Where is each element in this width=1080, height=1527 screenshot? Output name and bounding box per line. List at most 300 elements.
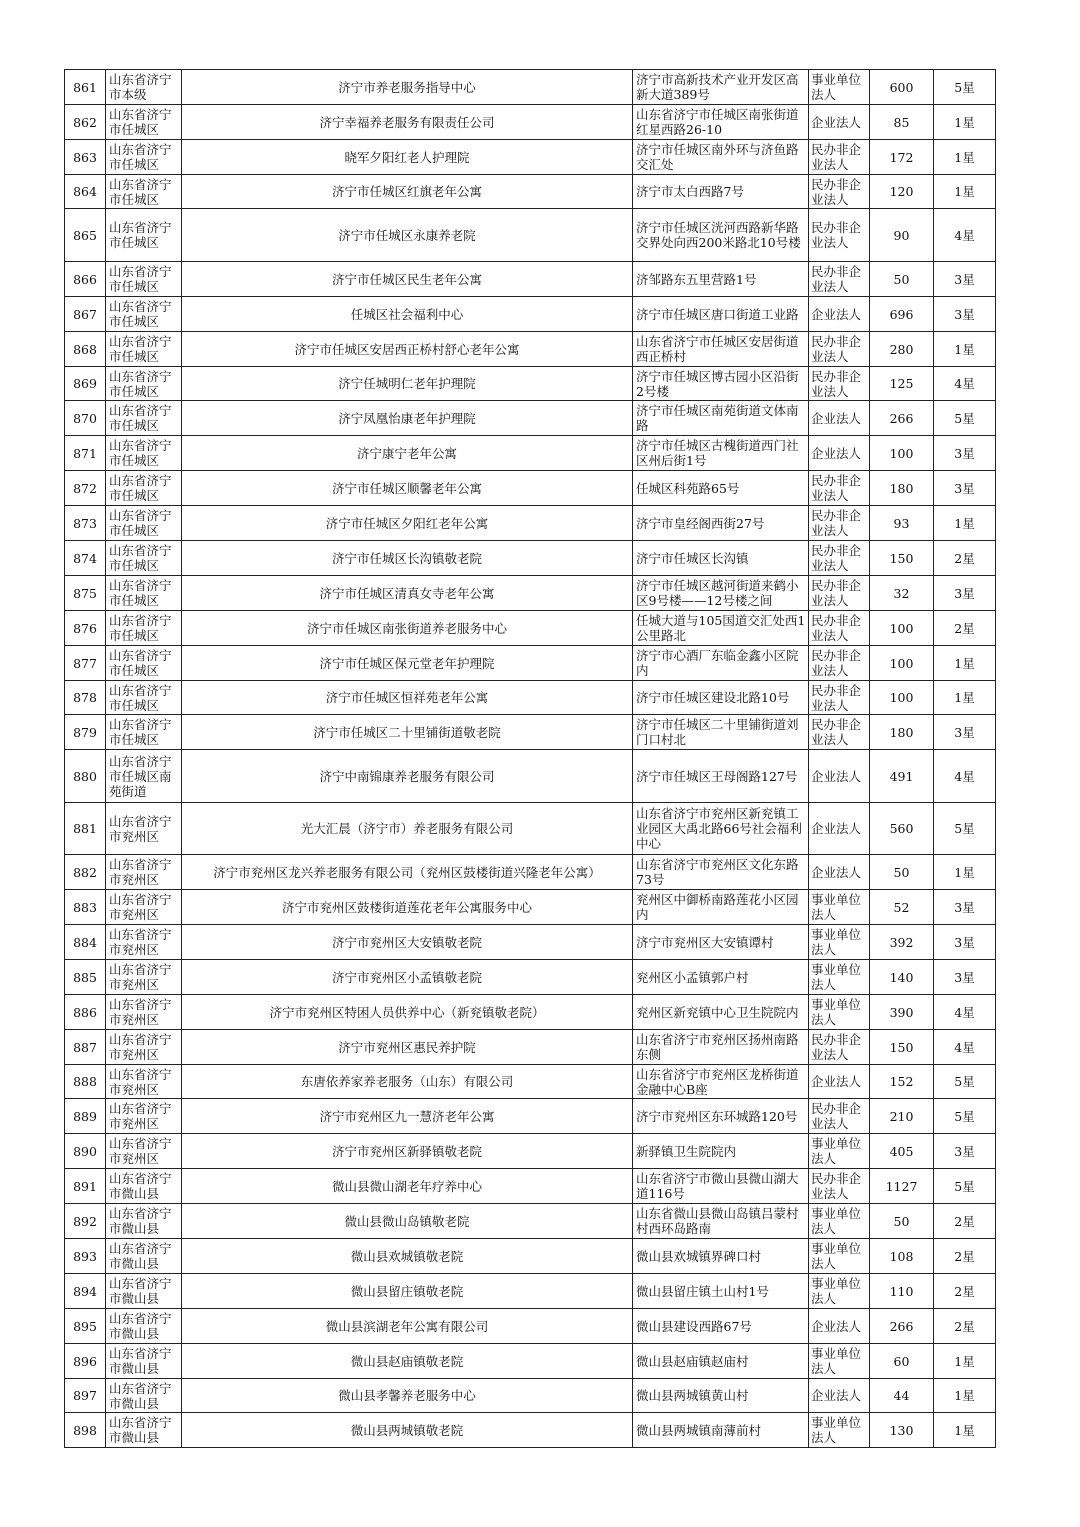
table-row	[65, 1239, 996, 1274]
table-row	[65, 1344, 996, 1379]
institution-name-cell: 东唐依养家养老服务（山东）有限公司	[182, 1065, 633, 1099]
institution-name-cell: 济宁市兖州区龙兴养老服务有限公司（兖州区鼓楼街道兴隆老年公寓）	[182, 855, 633, 890]
bed-count-cell: 93	[870, 506, 934, 541]
bed-count-cell: 140	[870, 960, 934, 995]
bed-count-cell: 120	[870, 175, 934, 209]
address-cell: 济宁市任城区南苑街道文体南路	[633, 401, 809, 436]
bed-count-cell: 172	[870, 140, 934, 175]
bed-count-cell: 50	[870, 262, 934, 297]
row-number: 879	[65, 715, 106, 750]
region-cell: 山东省济宁市任城区	[106, 681, 182, 715]
table-row	[65, 506, 996, 541]
row-number: 876	[65, 611, 106, 646]
region-cell: 山东省济宁市微山县	[106, 1169, 182, 1204]
region-cell: 山东省济宁市任城区	[106, 576, 182, 611]
address-cell: 微山县赵庙镇赵庙村	[633, 1344, 809, 1379]
row-number: 890	[65, 1134, 106, 1169]
region-cell: 山东省济宁市任城区	[106, 297, 182, 332]
region-cell: 山东省济宁市微山县	[106, 1344, 182, 1379]
institution-name-cell: 微山县孝馨养老服务中心	[182, 1379, 633, 1413]
star-rating-cell: 2星	[934, 541, 996, 576]
bed-count-cell: 100	[870, 681, 934, 715]
bed-count-cell: 266	[870, 401, 934, 436]
star-rating-cell: 5星	[934, 70, 996, 105]
legal-type-cell: 民办非企业法人	[809, 576, 870, 611]
table-row	[65, 715, 996, 750]
region-cell: 山东省济宁市任城区	[106, 175, 182, 209]
table-row	[65, 262, 996, 297]
address-cell: 任城区科苑路65号	[633, 471, 809, 506]
table-body	[65, 70, 996, 1448]
row-number: 888	[65, 1065, 106, 1099]
institution-name-cell: 济宁任城明仁老年护理院	[182, 367, 633, 401]
region-cell: 山东省济宁市兖州区	[106, 960, 182, 995]
address-cell: 济宁市太白西路7号	[633, 175, 809, 209]
star-rating-cell: 4星	[934, 209, 996, 262]
address-cell: 山东省微山县微山岛镇吕蒙村村西环岛路南	[633, 1204, 809, 1239]
legal-type-cell: 民办非企业法人	[809, 681, 870, 715]
institution-name-cell: 济宁市兖州区九一慧济老年公寓	[182, 1099, 633, 1134]
address-cell: 济宁市任城区洸河西路新华路交界处向西200米路北10号楼	[633, 209, 809, 262]
star-rating-cell: 1星	[934, 332, 996, 367]
region-cell: 山东省济宁市兖州区	[106, 1030, 182, 1065]
row-number: 892	[65, 1204, 106, 1239]
star-rating-cell: 3星	[934, 1134, 996, 1169]
legal-type-cell: 企业法人	[809, 750, 870, 803]
star-rating-cell: 1星	[934, 1344, 996, 1379]
address-cell: 济宁市皇经阁西街27号	[633, 506, 809, 541]
legal-type-cell: 民办非企业法人	[809, 140, 870, 175]
institution-table	[64, 69, 996, 1448]
star-rating-cell: 2星	[934, 1309, 996, 1344]
row-number: 889	[65, 1099, 106, 1134]
table-row	[65, 541, 996, 576]
legal-type-cell: 民办非企业法人	[809, 715, 870, 750]
region-cell: 山东省济宁市本级	[106, 70, 182, 105]
bed-count-cell: 90	[870, 209, 934, 262]
row-number: 875	[65, 576, 106, 611]
table-row	[65, 436, 996, 471]
bed-count-cell: 150	[870, 541, 934, 576]
address-cell: 济宁市兖州区大安镇谭村	[633, 925, 809, 960]
table-row	[65, 681, 996, 715]
star-rating-cell: 3星	[934, 262, 996, 297]
region-cell: 山东省济宁市兖州区	[106, 890, 182, 925]
address-cell: 济宁市兖州区东环城路120号	[633, 1099, 809, 1134]
legal-type-cell: 民办非企业法人	[809, 611, 870, 646]
bed-count-cell: 50	[870, 855, 934, 890]
institution-name-cell: 济宁幸福养老服务有限责任公司	[182, 105, 633, 140]
row-number: 881	[65, 803, 106, 855]
table-row	[65, 855, 996, 890]
institution-name-cell: 济宁市兖州区大安镇敬老院	[182, 925, 633, 960]
star-rating-cell: 1星	[934, 681, 996, 715]
address-cell: 兖州区小孟镇郭户村	[633, 960, 809, 995]
region-cell: 山东省济宁市任城区	[106, 715, 182, 750]
region-cell: 山东省济宁市兖州区	[106, 925, 182, 960]
table-row	[65, 611, 996, 646]
institution-name-cell: 济宁市兖州区特困人员供养中心（新兖镇敬老院）	[182, 995, 633, 1030]
region-cell: 山东省济宁市微山县	[106, 1274, 182, 1309]
table-row	[65, 1204, 996, 1239]
legal-type-cell: 企业法人	[809, 1065, 870, 1099]
institution-name-cell: 济宁市任城区永康养老院	[182, 209, 633, 262]
region-cell: 山东省济宁市兖州区	[106, 1099, 182, 1134]
address-cell: 济宁市任城区长沟镇	[633, 541, 809, 576]
row-number: 863	[65, 140, 106, 175]
table-row	[65, 332, 996, 367]
institution-name-cell: 济宁市任城区二十里铺街道敬老院	[182, 715, 633, 750]
star-rating-cell: 3星	[934, 960, 996, 995]
row-number: 869	[65, 367, 106, 401]
address-cell: 微山县留庄镇土山村1号	[633, 1274, 809, 1309]
address-cell: 济宁市任城区唐口街道工业路	[633, 297, 809, 332]
bed-count-cell: 266	[870, 1309, 934, 1344]
bed-count-cell: 85	[870, 105, 934, 140]
region-cell: 山东省济宁市微山县	[106, 1239, 182, 1274]
bed-count-cell: 180	[870, 471, 934, 506]
address-cell: 山东省济宁市兖州区文化东路73号	[633, 855, 809, 890]
address-cell: 微山县欢城镇界碑口村	[633, 1239, 809, 1274]
address-cell: 济邹路东五里营路1号	[633, 262, 809, 297]
region-cell: 山东省济宁市微山县	[106, 1379, 182, 1413]
address-cell: 山东省济宁市任城区南张街道红星西路26-10	[633, 105, 809, 140]
address-cell: 济宁市任城区南外环与济鱼路交汇处	[633, 140, 809, 175]
legal-type-cell: 企业法人	[809, 1309, 870, 1344]
star-rating-cell: 3星	[934, 297, 996, 332]
star-rating-cell: 5星	[934, 401, 996, 436]
address-cell: 兖州区新兖镇中心卫生院院内	[633, 995, 809, 1030]
institution-name-cell: 济宁市兖州区惠民养护院	[182, 1030, 633, 1065]
bed-count-cell: 108	[870, 1239, 934, 1274]
bed-count-cell: 696	[870, 297, 934, 332]
bed-count-cell: 392	[870, 925, 934, 960]
star-rating-cell: 3星	[934, 576, 996, 611]
institution-name-cell: 晓军夕阳红老人护理院	[182, 140, 633, 175]
star-rating-cell: 3星	[934, 471, 996, 506]
legal-type-cell: 民办非企业法人	[809, 506, 870, 541]
table-row	[65, 471, 996, 506]
institution-name-cell: 济宁市任城区顺馨老年公寓	[182, 471, 633, 506]
table-row	[65, 1099, 996, 1134]
institution-name-cell: 济宁中南锦康养老服务有限公司	[182, 750, 633, 803]
row-number: 864	[65, 175, 106, 209]
table-row	[65, 1309, 996, 1344]
table-row	[65, 1413, 996, 1448]
region-cell: 山东省济宁市微山县	[106, 1309, 182, 1344]
star-rating-cell: 4星	[934, 995, 996, 1030]
legal-type-cell: 民办非企业法人	[809, 367, 870, 401]
star-rating-cell: 1星	[934, 855, 996, 890]
star-rating-cell: 1星	[934, 506, 996, 541]
bed-count-cell: 152	[870, 1065, 934, 1099]
row-number: 887	[65, 1030, 106, 1065]
table-row	[65, 209, 996, 262]
institution-table-sheet	[64, 69, 995, 1448]
bed-count-cell: 405	[870, 1134, 934, 1169]
institution-name-cell: 济宁市兖州区小孟镇敬老院	[182, 960, 633, 995]
table-row	[65, 1379, 996, 1413]
institution-name-cell: 微山县留庄镇敬老院	[182, 1274, 633, 1309]
legal-type-cell: 事业单位法人	[809, 1204, 870, 1239]
legal-type-cell: 企业法人	[809, 105, 870, 140]
address-cell: 微山县建设西路67号	[633, 1309, 809, 1344]
region-cell: 山东省济宁市兖州区	[106, 1065, 182, 1099]
bed-count-cell: 50	[870, 1204, 934, 1239]
star-rating-cell: 4星	[934, 750, 996, 803]
address-cell: 任城大道与105国道交汇处西1公里路北	[633, 611, 809, 646]
table-row	[65, 297, 996, 332]
region-cell: 山东省济宁市任城区	[106, 471, 182, 506]
table-row	[65, 70, 996, 105]
institution-name-cell: 光大汇晨（济宁市）养老服务有限公司	[182, 803, 633, 855]
star-rating-cell: 4星	[934, 1030, 996, 1065]
row-number: 893	[65, 1239, 106, 1274]
legal-type-cell: 事业单位法人	[809, 1134, 870, 1169]
address-cell: 济宁市任城区越河街道来鹤小区9号楼——12号楼之间	[633, 576, 809, 611]
bed-count-cell: 210	[870, 1099, 934, 1134]
bed-count-cell: 1127	[870, 1169, 934, 1204]
address-cell: 济宁市任城区建设北路10号	[633, 681, 809, 715]
bed-count-cell: 100	[870, 646, 934, 681]
bed-count-cell: 390	[870, 995, 934, 1030]
table-row	[65, 890, 996, 925]
legal-type-cell: 民办非企业法人	[809, 646, 870, 681]
legal-type-cell: 事业单位法人	[809, 70, 870, 105]
table-row	[65, 105, 996, 140]
row-number: 873	[65, 506, 106, 541]
star-rating-cell: 3星	[934, 715, 996, 750]
star-rating-cell: 1星	[934, 1413, 996, 1448]
address-cell: 微山县两城镇南薄前村	[633, 1413, 809, 1448]
table-row	[65, 960, 996, 995]
row-number: 894	[65, 1274, 106, 1309]
row-number: 891	[65, 1169, 106, 1204]
row-number: 898	[65, 1413, 106, 1448]
legal-type-cell: 民办非企业法人	[809, 1030, 870, 1065]
legal-type-cell: 企业法人	[809, 855, 870, 890]
row-number: 884	[65, 925, 106, 960]
bed-count-cell: 130	[870, 1413, 934, 1448]
row-number: 870	[65, 401, 106, 436]
star-rating-cell: 1星	[934, 175, 996, 209]
star-rating-cell: 2星	[934, 1274, 996, 1309]
institution-name-cell: 济宁市任城区保元堂老年护理院	[182, 646, 633, 681]
institution-name-cell: 微山县两城镇敬老院	[182, 1413, 633, 1448]
table-row	[65, 803, 996, 855]
bed-count-cell: 110	[870, 1274, 934, 1309]
address-cell: 济宁市任城区王母阁路127号	[633, 750, 809, 803]
bed-count-cell: 280	[870, 332, 934, 367]
legal-type-cell: 事业单位法人	[809, 1239, 870, 1274]
institution-name-cell: 济宁市兖州区新驿镇敬老院	[182, 1134, 633, 1169]
institution-name-cell: 微山县欢城镇敬老院	[182, 1239, 633, 1274]
bed-count-cell: 100	[870, 436, 934, 471]
institution-name-cell: 任城区社会福利中心	[182, 297, 633, 332]
row-number: 883	[65, 890, 106, 925]
star-rating-cell: 5星	[934, 1065, 996, 1099]
address-cell: 山东省济宁市任城区安居街道西正桥村	[633, 332, 809, 367]
star-rating-cell: 2星	[934, 1204, 996, 1239]
legal-type-cell: 事业单位法人	[809, 960, 870, 995]
legal-type-cell: 企业法人	[809, 803, 870, 855]
address-cell: 山东省济宁市兖州区扬州南路东侧	[633, 1030, 809, 1065]
row-number: 874	[65, 541, 106, 576]
legal-type-cell: 企业法人	[809, 1379, 870, 1413]
region-cell: 山东省济宁市微山县	[106, 1204, 182, 1239]
legal-type-cell: 民办非企业法人	[809, 471, 870, 506]
address-cell: 山东省济宁市兖州区新兖镇工业园区大禹北路66号社会福利中心	[633, 803, 809, 855]
table-row	[65, 1134, 996, 1169]
table-row	[65, 1065, 996, 1099]
institution-name-cell: 济宁凤凰怡康老年护理院	[182, 401, 633, 436]
star-rating-cell: 2星	[934, 1239, 996, 1274]
star-rating-cell: 1星	[934, 1379, 996, 1413]
address-cell: 济宁市任城区博古园小区沿街2号楼	[633, 367, 809, 401]
legal-type-cell: 民办非企业法人	[809, 541, 870, 576]
table-row	[65, 750, 996, 803]
institution-name-cell: 济宁市任城区南张街道养老服务中心	[182, 611, 633, 646]
region-cell: 山东省济宁市任城区	[106, 332, 182, 367]
table-row	[65, 576, 996, 611]
region-cell: 山东省济宁市任城区	[106, 140, 182, 175]
region-cell: 山东省济宁市任城区	[106, 611, 182, 646]
region-cell: 山东省济宁市任城区	[106, 506, 182, 541]
address-cell: 济宁市高新技术产业开发区高新大道389号	[633, 70, 809, 105]
region-cell: 山东省济宁市任城区	[106, 262, 182, 297]
row-number: 867	[65, 297, 106, 332]
table-row	[65, 1030, 996, 1065]
star-rating-cell: 3星	[934, 890, 996, 925]
bed-count-cell: 600	[870, 70, 934, 105]
row-number: 878	[65, 681, 106, 715]
row-number: 880	[65, 750, 106, 803]
region-cell: 山东省济宁市微山县	[106, 1413, 182, 1448]
legal-type-cell: 民办非企业法人	[809, 332, 870, 367]
legal-type-cell: 企业法人	[809, 401, 870, 436]
institution-name-cell: 济宁康宁老年公寓	[182, 436, 633, 471]
row-number: 865	[65, 209, 106, 262]
star-rating-cell: 3星	[934, 436, 996, 471]
bed-count-cell: 60	[870, 1344, 934, 1379]
star-rating-cell: 5星	[934, 803, 996, 855]
institution-name-cell: 济宁市任城区长沟镇敬老院	[182, 541, 633, 576]
legal-type-cell: 事业单位法人	[809, 995, 870, 1030]
institution-name-cell: 微山县赵庙镇敬老院	[182, 1344, 633, 1379]
legal-type-cell: 事业单位法人	[809, 1344, 870, 1379]
star-rating-cell: 2星	[934, 611, 996, 646]
address-cell: 新驿镇卫生院院内	[633, 1134, 809, 1169]
institution-name-cell: 济宁市任城区清真女寺老年公寓	[182, 576, 633, 611]
region-cell: 山东省济宁市任城区	[106, 646, 182, 681]
row-number: 882	[65, 855, 106, 890]
row-number: 877	[65, 646, 106, 681]
region-cell: 山东省济宁市任城区	[106, 105, 182, 140]
institution-name-cell: 济宁市任城区夕阳红老年公寓	[182, 506, 633, 541]
address-cell: 山东省济宁市微山县微山湖大道116号	[633, 1169, 809, 1204]
address-cell: 微山县两城镇黄山村	[633, 1379, 809, 1413]
institution-name-cell: 微山县滨湖老年公寓有限公司	[182, 1309, 633, 1344]
table-row	[65, 646, 996, 681]
legal-type-cell: 民办非企业法人	[809, 1169, 870, 1204]
legal-type-cell: 事业单位法人	[809, 890, 870, 925]
legal-type-cell: 事业单位法人	[809, 1274, 870, 1309]
bed-count-cell: 32	[870, 576, 934, 611]
region-cell: 山东省济宁市任城区	[106, 436, 182, 471]
legal-type-cell: 民办非企业法人	[809, 262, 870, 297]
row-number: 871	[65, 436, 106, 471]
institution-name-cell: 济宁市兖州区鼓楼街道莲花老年公寓服务中心	[182, 890, 633, 925]
legal-type-cell: 企业法人	[809, 436, 870, 471]
legal-type-cell: 事业单位法人	[809, 925, 870, 960]
region-cell: 山东省济宁市兖州区	[106, 995, 182, 1030]
row-number: 866	[65, 262, 106, 297]
region-cell: 山东省济宁市任城区	[106, 541, 182, 576]
table-row	[65, 140, 996, 175]
bed-count-cell: 560	[870, 803, 934, 855]
row-number: 895	[65, 1309, 106, 1344]
star-rating-cell: 1星	[934, 646, 996, 681]
region-cell: 山东省济宁市任城区	[106, 209, 182, 262]
row-number: 897	[65, 1379, 106, 1413]
bed-count-cell: 52	[870, 890, 934, 925]
institution-name-cell: 微山县微山岛镇敬老院	[182, 1204, 633, 1239]
legal-type-cell: 民办非企业法人	[809, 175, 870, 209]
star-rating-cell: 3星	[934, 925, 996, 960]
legal-type-cell: 民办非企业法人	[809, 1099, 870, 1134]
region-cell: 山东省济宁市任城区	[106, 367, 182, 401]
table-row	[65, 925, 996, 960]
row-number: 872	[65, 471, 106, 506]
star-rating-cell: 1星	[934, 105, 996, 140]
institution-name-cell: 济宁市任城区安居西正桥村舒心老年公寓	[182, 332, 633, 367]
institution-name-cell: 济宁市任城区红旗老年公寓	[182, 175, 633, 209]
row-number: 868	[65, 332, 106, 367]
bed-count-cell: 44	[870, 1379, 934, 1413]
region-cell: 山东省济宁市兖州区	[106, 1134, 182, 1169]
row-number: 861	[65, 70, 106, 105]
row-number: 886	[65, 995, 106, 1030]
institution-name-cell: 微山县微山湖老年疗养中心	[182, 1169, 633, 1204]
table-row	[65, 1169, 996, 1204]
star-rating-cell: 4星	[934, 367, 996, 401]
table-row	[65, 175, 996, 209]
region-cell: 山东省济宁市任城区	[106, 401, 182, 436]
row-number: 885	[65, 960, 106, 995]
address-cell: 济宁市任城区二十里铺街道刘门口村北	[633, 715, 809, 750]
table-row	[65, 1274, 996, 1309]
region-cell: 山东省济宁市兖州区	[106, 803, 182, 855]
legal-type-cell: 企业法人	[809, 297, 870, 332]
institution-name-cell: 济宁市任城区民生老年公寓	[182, 262, 633, 297]
address-cell: 兖州区中御桥南路莲花小区园内	[633, 890, 809, 925]
star-rating-cell: 5星	[934, 1169, 996, 1204]
row-number: 862	[65, 105, 106, 140]
region-cell: 山东省济宁市任城区南苑街道	[106, 750, 182, 803]
bed-count-cell: 100	[870, 611, 934, 646]
region-cell: 山东省济宁市兖州区	[106, 855, 182, 890]
bed-count-cell: 491	[870, 750, 934, 803]
bed-count-cell: 125	[870, 367, 934, 401]
star-rating-cell: 5星	[934, 1099, 996, 1134]
row-number: 896	[65, 1344, 106, 1379]
legal-type-cell: 民办非企业法人	[809, 209, 870, 262]
institution-name-cell: 济宁市养老服务指导中心	[182, 70, 633, 105]
table-row	[65, 367, 996, 401]
bed-count-cell: 180	[870, 715, 934, 750]
legal-type-cell: 事业单位法人	[809, 1413, 870, 1448]
institution-name-cell: 济宁市任城区恒祥苑老年公寓	[182, 681, 633, 715]
